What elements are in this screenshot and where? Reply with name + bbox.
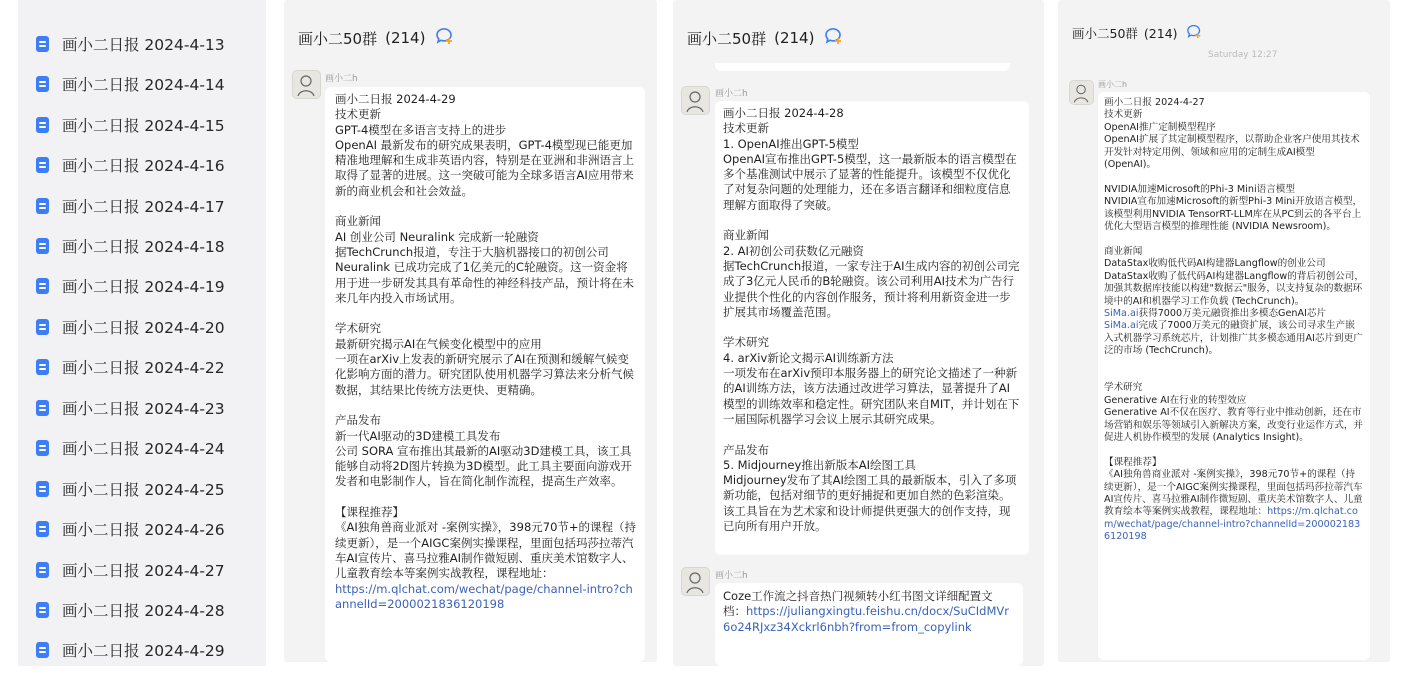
chat-header (298, 27, 455, 49)
document-icon (36, 440, 49, 456)
doc-list-item[interactable] (36, 352, 225, 382)
doc-list-item[interactable] (36, 393, 225, 423)
doc-list-item[interactable] (36, 514, 225, 544)
chat-bubble-add-icon[interactable] (824, 27, 844, 49)
doc-list-item[interactable] (36, 150, 225, 180)
chat-panel (1058, 0, 1390, 662)
doc-list-item-label: 画小二日报 2024-4-27 (62, 562, 225, 580)
doc-list-item[interactable] (36, 69, 225, 99)
doc-list-item-label: 画小二日报 2024-4-15 (62, 117, 225, 135)
group-name: 画小二50群 (687, 29, 767, 48)
message-bubble[interactable] (325, 87, 645, 662)
document-icon (36, 642, 49, 658)
doc-list-item[interactable] (36, 191, 225, 221)
doc-list-item-label: 画小二日报 2024-4-13 (62, 36, 225, 54)
message-text: 完成了7000万美元的融资扩展，该公司寻求生产嵌入式机器学习系统芯片，计划推广其多模态通用AI芯片到更广泛的市场 (TechCrunch)。 学术研究 Generative AI在行业的转型效应 Generative AI不仅在医疗、教育等行业中推动创新，还在市场营销和娱乐等领域引入新解决方案，改变行业运作方式，并促进人机协作模型的发展 (Analytics Insight)。 【课程推荐】 《AI独角兽商业派对 -案例实操》，398元70节+的课程（持续更新），是一个AIGC案例实操课程，里面包括玛莎拉蒂汽车AI宣传片、喜马拉雅AI制作微短剧、重庆美术馆数字人、儿童教育绘本等案例实战教程，课程地址： (1104, 320, 1364, 518)
date-divider: Saturday 12:27 (1208, 50, 1278, 60)
document-icon (36, 198, 49, 214)
group-name: 画小二50群 (1072, 26, 1138, 41)
doc-list-item-label: 画小二日报 2024-4-18 (62, 238, 225, 256)
document-icon (36, 36, 49, 52)
avatar[interactable] (292, 70, 321, 99)
sender-name: 画小二h (715, 89, 748, 99)
message-bubble[interactable] (715, 583, 1023, 666)
avatar[interactable] (681, 567, 710, 596)
document-icon (36, 238, 49, 254)
doc-list-item[interactable] (36, 110, 225, 140)
doc-list-item-label: 画小二日报 2024-4-29 (62, 642, 225, 660)
message-link[interactable]: https://juliangxingtu.feishu.cn/docx/SuCIdMVr6o24RJxz34Xckrl6nbh?from=from_copylink (723, 604, 1009, 634)
group-name: 画小二50群 (298, 29, 378, 48)
message-text: 画小二日报 2024-4-27 技术更新 OpenAI推广定制模型程序 OpenAI扩展了其定制模型程序，以帮助企业客户使用其技术开发针对特定用例、领域和应用的定制生成AI模型 (OpenAI)。 NVIDIA加速Microsoft的Phi-3 Mini语言模型 NVIDIA宣布加速Microsoft的新型Phi-3 Mini开放语言模型，该模型利用NVIDIA TensorRT-LLM库在从PC到云的各平台上优化大型语言模型的推理性能 (NVIDIA Newsroom)。 商业新闻 DataStax收购低代码AI构建器Langflow的创业公司 DataStax收购了低代码AI构建器Langflow的背后初创公司，加强其数据库技能以构建"数据云"服务，以支持复杂的数据环境中的AI和机器学习工作负载 (TechCrunch)。 (1104, 97, 1364, 307)
chat-bubble-add-icon[interactable] (1186, 24, 1203, 42)
doc-list-item-label: 画小二日报 2024-4-23 (62, 400, 225, 418)
doc-list-item[interactable] (36, 231, 225, 261)
chat-header (687, 27, 844, 49)
doc-list-item-label: 画小二日报 2024-4-17 (62, 198, 225, 216)
doc-list-item[interactable] (36, 433, 225, 463)
doc-list-item[interactable] (36, 635, 225, 665)
doc-list-sidebar (18, 0, 266, 666)
doc-list-item-label: 画小二日报 2024-4-14 (62, 76, 225, 94)
member-count: (214) (385, 29, 426, 47)
sima-link[interactable]: SiMa.ai (1104, 320, 1139, 332)
doc-list-item[interactable] (36, 29, 225, 59)
chat-header (1072, 24, 1203, 42)
chat-bubble-add-icon[interactable] (435, 27, 455, 49)
sima-link[interactable]: SiMa.ai (1104, 307, 1139, 319)
sender-name: 画小二h (1098, 80, 1128, 89)
message-text: Coze工作流之抖音热门视频转小红书图文详细配置文档： (723, 589, 993, 619)
sender-name: 画小二h (715, 571, 748, 581)
doc-list-item-label: 画小二日报 2024-4-19 (62, 278, 225, 296)
message-text: 画小二日报 2024-4-29 技术更新 GPT-4模型在多语言支持上的进步 OpenAI 最新发布的研究成果表明，GPT-4模型现已能更加精准地理解和生成非英语内容，特别是在亚洲和非洲语言上取得了显著的进展。这一突破可能为全球多语言AI应用带来新的商业机会和社会效益。 商业新闻 AI 创业公司 Neuralink 完成新一轮融资 据TechCrunch报道，专注于大脑机器接口的初创公司Neuralink 已成功完成了1亿美元的C轮融资。这一资金将用于进一步研发其具有革命性的神经科技产品，预计将在未来几年内投入市场试用。 学术研究 最新研究揭示AI在气候变化模型中的应用 一项在arXiv上发表的新研究展示了AI在预测和缓解气候变化影响方面的潜力。研究团队使用机器学习算法来分析气候数据，其结果比传统方法更快、更精确。 产品发布 新一代AI驱动的3D建模工具发布 公司 SORA 宣布推出其最新的AI驱动3D建模工具，该工具能够自动将2D图片转换为3D模型。此工具主要面向游戏开发者和电影制作人，旨在简化制作流程，提高生产效率。 【课程推荐】 《AI独角兽商业派对 -案例实操》，398元70节+的课程（持续更新），是一个AIGC案例实操课程，里面包括玛莎拉蒂汽车AI宣传片、喜马拉雅AI制作微短剧、重庆美术馆数字人、儿童教育绘本等案例实战教程，课程地址： (335, 92, 637, 581)
avatar[interactable] (1069, 80, 1094, 105)
message-bubble[interactable] (1098, 92, 1370, 660)
doc-list-item-label: 画小二日报 2024-4-26 (62, 521, 225, 539)
member-count: (214) (1143, 25, 1178, 41)
doc-list-item-label: 画小二日报 2024-4-22 (62, 359, 225, 377)
document-icon (36, 319, 49, 335)
chat-panel (673, 0, 1044, 666)
document-icon (36, 76, 49, 92)
doc-list-item-label: 画小二日报 2024-4-16 (62, 157, 225, 175)
document-icon (36, 278, 49, 294)
document-icon (36, 562, 49, 578)
doc-list-item-label: 画小二日报 2024-4-28 (62, 602, 225, 620)
message-text: 画小二日报 2024-4-28 技术更新 1. OpenAI推出GPT-5模型 OpenAI宣布推出GPT-5模型，这一最新版本的语言模型在多个基准测试中展示了显著的性能提升。该模型不仅优化了对复杂问题的处理能力，还在多语言翻译和细粒度信息理解方面取得了突破。 商业新闻 2. AI初创公司获数亿元融资 据TechCrunch报道，一家专注于AI生成内容的初创公司完成了3亿元人民币的B轮融资。该公司利用AI技术为广告行业提供个性化的内容创作服务，预计将利用新资金进一步扩展其市场覆盖范围。 学术研究 4. arXiv新论文揭示AI训练新方法 一项发布在arXiv预印本服务器上的研究论文描述了一种新的AI训练方法，该方法通过改进学习算法，显著提升了AI模型的训练效率和稳定性。研究团队来自MIT，并计划在下一届国际机器学习会议上展示其研究成果。 产品发布 5. Midjourney推出新版本AI绘图工具 Midjourney发布了其AI绘图工具的最新版本，引入了多项新功能，包括对细节的更好捕捉和更加自然的色彩渲染。该工具旨在为艺术家和设计师提供更强大的创作支持，现已向所有用户开放。 (723, 106, 1020, 534)
message-text: 获得7000万美元融资推出多模态GenAI芯片 (1138, 307, 1327, 319)
message-link[interactable]: https://m.qlchat.com/wechat/page/channel-intro?channelId=2000021836120198 (335, 581, 633, 611)
document-icon (36, 400, 49, 416)
avatar[interactable] (681, 86, 710, 115)
doc-list-item-label: 画小二日报 2024-4-20 (62, 319, 225, 337)
member-count: (214) (774, 29, 815, 47)
doc-list-item-label: 画小二日报 2024-4-25 (62, 481, 225, 499)
doc-list-item[interactable] (36, 595, 225, 625)
document-icon (36, 359, 49, 375)
document-icon (36, 481, 49, 497)
doc-list-item-label: 画小二日报 2024-4-24 (62, 440, 225, 458)
document-icon (36, 521, 49, 537)
previous-message-edge (715, 63, 1010, 71)
document-icon (36, 117, 49, 133)
message-bubble[interactable] (715, 101, 1029, 555)
doc-list-item[interactable] (36, 555, 225, 585)
document-icon (36, 157, 49, 173)
sender-name: 画小二h (325, 74, 358, 84)
document-icon (36, 602, 49, 618)
chat-panel (284, 0, 657, 662)
doc-list-item[interactable] (36, 271, 225, 301)
doc-list-item[interactable] (36, 312, 225, 342)
doc-list-item[interactable] (36, 474, 225, 504)
message-link[interactable]: https://m.qlchat.com/wechat/page/channel-intro?channelId=2000021836120198 (1104, 506, 1361, 543)
